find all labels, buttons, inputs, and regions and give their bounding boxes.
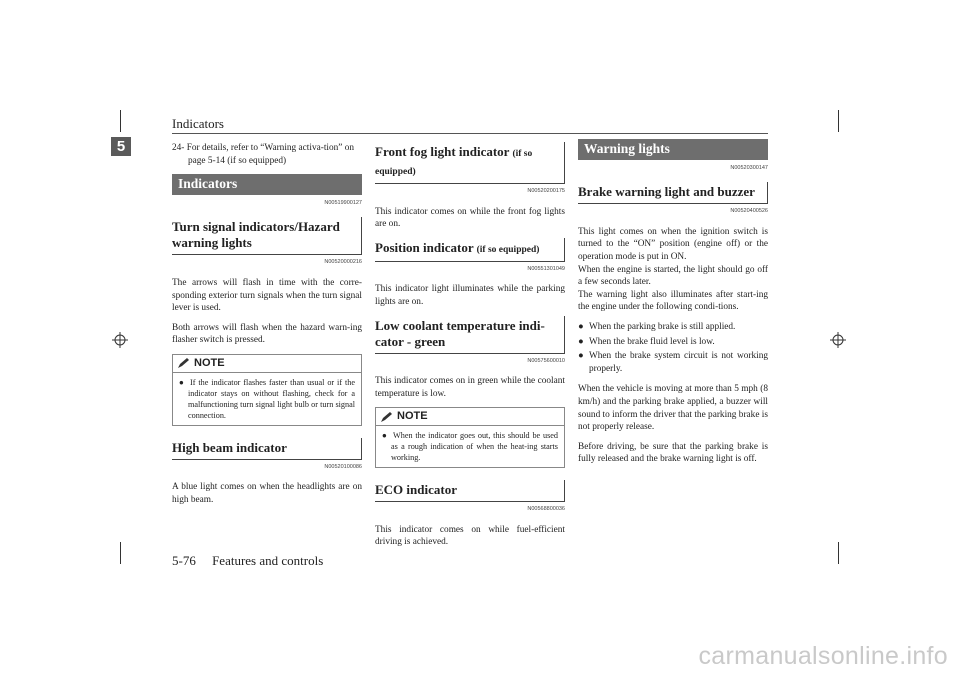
column-1 [172,142,362,513]
note-body [173,373,361,425]
bullet-icon: ● [578,321,584,332]
paragraph: When the engine is started, the light should go off a few seconds later. [578,264,768,288]
list-item: ● When the parking brake is still applied. [578,321,736,332]
crop-mark [120,542,121,564]
bullet-icon: ● [578,336,584,347]
registration-mark-icon [830,332,846,348]
section-bar-indicators: Indicators [172,174,362,195]
doc-code: N00520400526 [730,208,768,215]
paragraph: This indicator comes on while the front fog lights are on. [375,206,565,230]
bullet-icon: ● [179,377,184,387]
paragraph: When the vehicle is moving at more than 5 mph (8 km/h) and the parking brake applied, a buzzer will sound to inform the driver that the parking brake is not properly release. [578,384,768,433]
doc-code: N00520100086 [324,463,362,470]
note-header [376,408,564,426]
registration-mark-icon [112,332,128,348]
list-item: ● When the brake fluid level is low. [578,336,715,347]
doc-code: N00520200175 [527,188,565,194]
heading-turn-signal: Turn signal indicators/Hazard warning lights [172,217,362,255]
watermark: carmanualsonline.info [698,642,948,670]
doc-code: N00520300147 [730,164,768,171]
bullet-icon: ● [382,430,387,440]
paragraph: This indicator light illuminates while the parking lights are on. [375,284,565,307]
paragraph: Both arrows will flash when the hazard warn-ing flasher switch is pressed. [172,322,362,346]
crop-mark [838,542,839,564]
paragraph: The warning light also illuminates after start-ing the engine under the following condi-tions. [578,289,768,313]
list-item: ● When the brake system circuit is not working properly. [578,351,768,374]
section-tab: 5 [111,137,131,156]
heading-brake-warning: Brake warning light and buzzer [578,182,768,204]
header-rule [172,133,768,134]
note-label: NOTE [397,410,428,423]
heading-eco: ECO indicator [375,480,565,502]
doc-code: N00568800036 [527,505,565,512]
pencil-icon [380,411,394,423]
paragraph: Before driving, be sure that the parking brake is fully released and the brake warning light is off. [578,441,768,465]
paragraph: This light comes on when the ignition switch is turned to the “ON” position (engine off) or the operation mode is put in ON. [578,226,768,262]
note-item: ● When the indicator goes out, this should be used as a rough indication of when the heat-ing starts working. [382,430,558,462]
note-box [172,354,362,426]
crop-mark [838,110,839,132]
paragraph: This indicator comes on while fuel-efficient driving is achieved. [375,524,565,548]
heading-position: Position indicator (if so equipped) [375,238,565,262]
note-header [173,355,361,373]
column-3 [578,142,768,473]
heading-front-fog: Front fog light indicator (if so equipped) [375,142,565,184]
note-item: ● If the indicator flashes faster than usual or if the indicator stays on without flashing, check for a malfunctioning turn signal light bulb or turn signal connection. [179,377,355,420]
paragraph: This indicator comes on in green while the coolant temperature is low. [375,376,565,399]
section-bar-warning-lights: Warning lights [578,139,768,160]
note-label: NOTE [194,356,225,369]
note-body [376,426,564,467]
note-box [375,407,565,468]
bullet-icon: ● [578,351,584,362]
doc-code: N00551301049 [527,265,565,272]
running-foot: 5-76 Features and controls [172,553,324,568]
crop-mark [120,110,121,132]
paragraph: A blue light comes on when the headlights are on high beam. [172,482,362,505]
paragraph: The arrows will flash in time with the corre-sponding exterior turn signals when the turn signal lever is used. [172,277,362,314]
column-2 [375,142,565,556]
doc-code: N00520000216 [324,259,362,266]
running-head: Indicators [172,116,224,131]
heading-low-coolant: Low coolant temperature indi-cator - green [375,316,565,354]
heading-high-beam: High beam indicator [172,438,362,460]
item-24: 24- For details, refer to “Warning activa-tion” on page 5-14 (if so equipped) [172,143,355,166]
doc-code: N00575600010 [527,357,565,364]
pencil-icon [177,357,191,369]
doc-code: N00519900127 [324,199,362,206]
